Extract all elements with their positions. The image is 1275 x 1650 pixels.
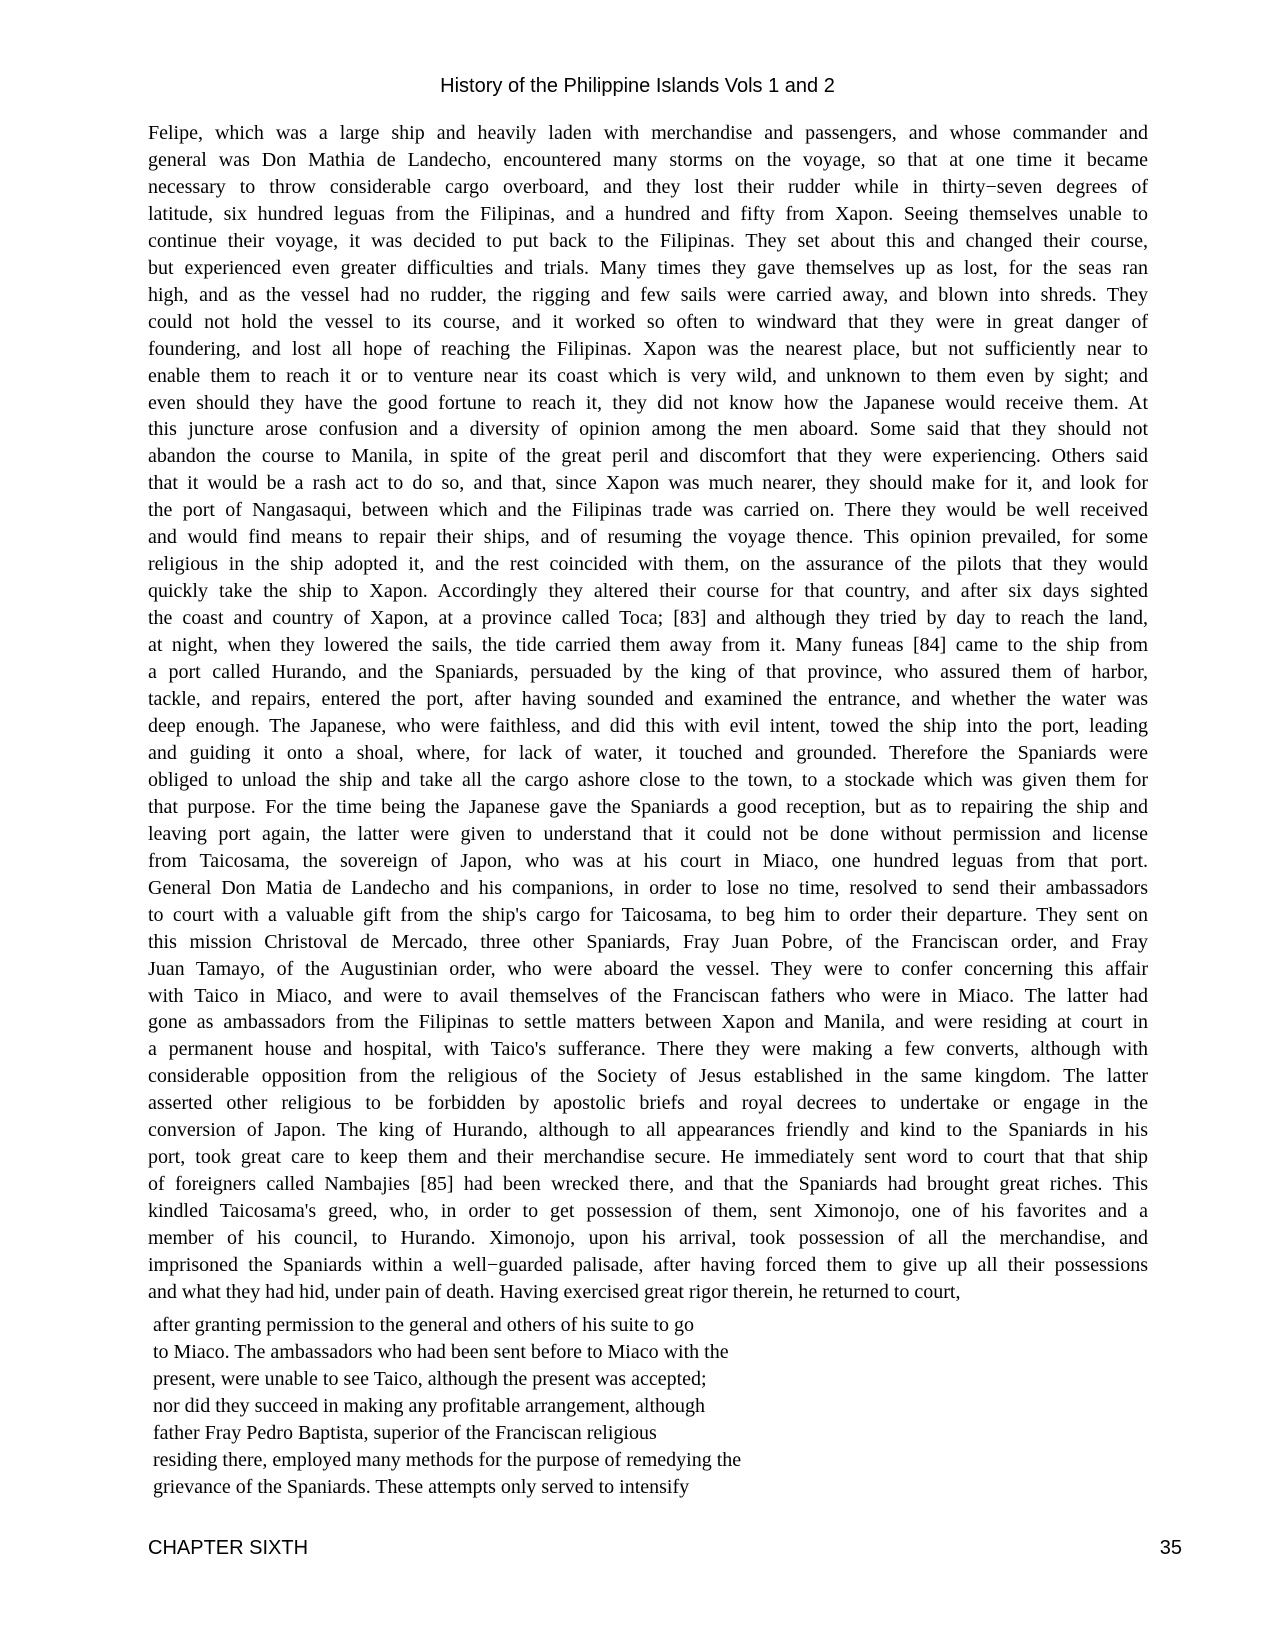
text-line: father Fray Pedro Baptista, superior of the Franciscan religious <box>153 1421 657 1444</box>
text-line: leaving port again, the latter were given to understand that it could not be done without permission and license <box>148 822 1148 845</box>
text-line: nor did they succeed in making any profitable arrangement, although <box>153 1394 706 1417</box>
text-line: a port called Hurando, and the Spaniards, persuaded by the king of that province, who assured them of harbor, <box>148 661 1148 684</box>
text-line: a permanent house and hospital, with Taico's sufferance. There they were making a few converts, although with <box>148 1038 1148 1061</box>
text-line: latitude, six hundred leguas from the Filipinas, and a hundred and fifty from Xapon. Seeing themselves unable to <box>148 202 1148 225</box>
text-line: the coast and country of Xapon, at a province called Toca; [83] and although they tried by day to reach the land, <box>148 607 1148 630</box>
text-line: with Taico in Miaco, and were to avail themselves of the Franciscan fathers who were in Miaco. The latter had <box>148 984 1148 1007</box>
text-line: religious in the ship adopted it, and the rest coincided with them, on the assurance of the pilots that they would <box>148 553 1148 576</box>
text-line: continue their voyage, it was decided to put back to the Filipinas. They set about this and changed their course, <box>148 229 1148 252</box>
text-line: but experienced even greater difficulties and trials. Many times they gave themselves up as lost, for the seas ran <box>148 256 1148 279</box>
running-head-title: History of the Philippine Islands Vols 1 and 2 <box>440 75 835 97</box>
text-line: and what they had hid, under pain of death. Having exercised great rigor therein, he returned to court, <box>148 1280 961 1303</box>
text-line: deep enough. The Japanese, who were faithless, and did this with evil intent, towed the ship into the port, leading <box>148 714 1148 737</box>
text-line: that purpose. For the time being the Japanese gave the Spaniards a good reception, but as to repairing the ship and <box>148 795 1148 818</box>
text-line: port, took great care to keep them and their merchandise secure. He immediately sent word to court that that ship <box>148 1146 1148 1169</box>
body-paragraph <box>148 120 1148 1306</box>
text-line: at night, when they lowered the sails, the tide carried them away from it. Many funeas [84] came to the ship from <box>148 634 1148 657</box>
text-line: necessary to throw considerable cargo overboard, and they lost their rudder while in thirty−seven degrees of <box>148 175 1148 198</box>
text-line: abandon the course to Manila, in spite of the great peril and discomfort that they were experiencing. Others said <box>148 445 1148 468</box>
text-line: tackle, and repairs, entered the port, after having sounded and examined the entrance, and whether the water was <box>148 688 1148 711</box>
text-line: asserted other religious to be forbidden by apostolic briefs and royal decrees to undertake or engage in the <box>148 1092 1148 1115</box>
text-line: foundering, and lost all hope of reaching the Filipinas. Xapon was the nearest place, but not sufficiently near to <box>148 337 1148 360</box>
text-line: from Taicosama, the sovereign of Japon, who was at his court in Miaco, one hundred leguas from that port. <box>148 849 1148 872</box>
text-line: and would find means to repair their ships, and of resuming the voyage thence. This opinion prevailed, for some <box>148 526 1148 549</box>
text-line: after granting permission to the general and others of his suite to go <box>153 1314 694 1336</box>
text-line: General Don Matia de Landecho and his companions, in order to lose no time, resolved to send their ambassadors <box>148 876 1148 899</box>
text-line: general was Don Mathia de Landecho, encountered many storms on the voyage, so that at one time it became <box>148 148 1148 171</box>
text-line: grievance of the Spaniards. These attempts only served to intensify <box>153 1475 690 1498</box>
text-line: to court with a valuable gift from the ship's cargo for Taicosama, to beg him to order their departure. They sent on <box>148 903 1148 926</box>
text-line: that it would be a rash act to do so, and that, since Xapon was much nearer, they should make for it, and look for <box>148 472 1148 495</box>
text-line: the port of Nangasaqui, between which and the Filipinas trade was carried on. There they would be well received <box>148 499 1148 522</box>
text-line: this juncture arose confusion and a diversity of opinion among the men aboard. Some said that they should not <box>148 418 1148 441</box>
footer-chapter-title: CHAPTER SIXTH <box>148 1537 309 1559</box>
text-line: considerable opposition from the religious of the Society of Jesus established in the same kingdom. The latter <box>148 1065 1148 1088</box>
text-line: present, were unable to see Taico, although the present was accepted; <box>153 1367 707 1390</box>
page-number: 35 <box>1159 1537 1182 1559</box>
body-paragraph-continuation <box>153 1312 853 1501</box>
text-line: of foreigners called Nambajies [85] had been wrecked there, and that the Spaniards had brought great riches. This <box>148 1173 1148 1196</box>
text-line: gone as ambassadors from the Filipinas to settle matters between Xapon and Manila, and were residing at court in <box>148 1011 1148 1034</box>
text-line: residing there, employed many methods for the purpose of remedying the <box>153 1448 742 1471</box>
text-line: Felipe, which was a large ship and heavily laden with merchandise and passengers, and whose commander and <box>148 122 1148 144</box>
text-line: obliged to unload the ship and take all the cargo ashore close to the town, to a stockade which was given them for <box>148 768 1148 791</box>
text-line: imprisoned the Spaniards within a well−guarded palisade, after having forced them to give up all their possessions <box>148 1254 1148 1277</box>
text-line: Juan Tamayo, of the Augustinian order, who were aboard the vessel. They were to confer concerning this affair <box>148 957 1148 980</box>
text-line: could not hold the vessel to its course, and it worked so often to windward that they were in great danger of <box>148 310 1148 333</box>
text-line: high, and as the vessel had no rudder, the rigging and few sails were carried away, and blown into shreds. They <box>148 283 1148 306</box>
text-line: to Miaco. The ambassadors who had been sent before to Miaco with the <box>153 1340 729 1363</box>
text-line: this mission Christoval de Mercado, three other Spaniards, Fray Juan Pobre, of the Franciscan order, and Fray <box>148 930 1148 953</box>
text-line: kindled Taicosama's greed, who, in order to get possession of them, sent Ximonojo, one of his favorites and a <box>148 1200 1148 1223</box>
text-line: member of his council, to Hurando. Ximonojo, upon his arrival, took possession of all the merchandise, and <box>148 1227 1148 1250</box>
text-line: even should they have the good fortune to reach it, they did not know how the Japanese would receive them. At <box>148 391 1148 414</box>
text-line: conversion of Japon. The king of Hurando, although to all appearances friendly and kind to the Spaniards in his <box>148 1119 1148 1142</box>
text-line: enable them to reach it or to venture near its coast which is very wild, and unknown to them even by sight; and <box>148 364 1148 387</box>
text-line: and guiding it onto a shoal, where, for lack of water, it touched and grounded. Therefore the Spaniards were <box>148 741 1148 764</box>
text-line: quickly take the ship to Xapon. Accordingly they altered their course for that country, and after six days sighted <box>148 580 1148 603</box>
